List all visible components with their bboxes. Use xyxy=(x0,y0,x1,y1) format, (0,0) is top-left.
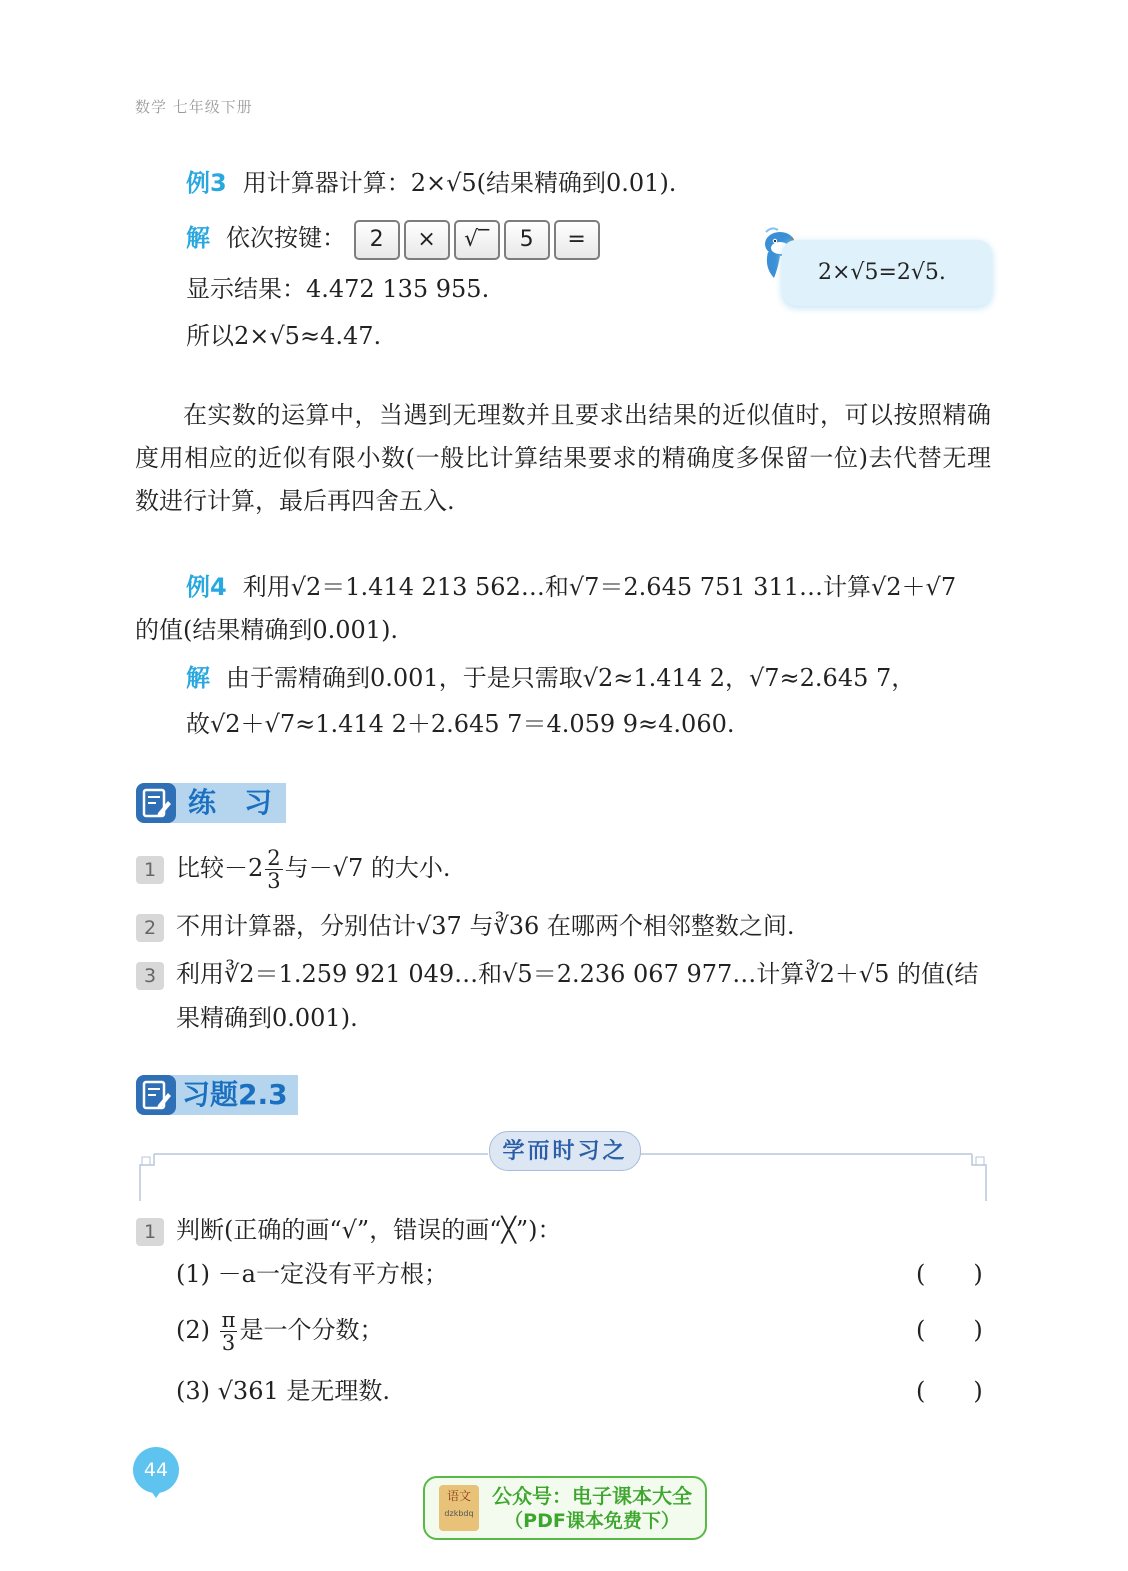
practice-item-2-text: 不用计算器，分别估计√37 与∛36 在哪两个相邻整数之间. xyxy=(176,912,795,940)
exercise-1-part-3 xyxy=(176,1374,390,1408)
fraction-denominator: 3 xyxy=(267,869,281,893)
example-4-solution-1: 由于需精确到0.001，于是只需取√2≈1.414 2，√7≈2.645 7， xyxy=(226,664,916,692)
practice-item-1-pre: 比较－2 xyxy=(176,854,264,882)
calculator-key-equals: = xyxy=(554,220,600,260)
practice-item-3-text-1: 利用∛2＝1.259 921 049…和√5＝2.236 067 977…计算∛2＋√5 的值(结 xyxy=(176,960,979,988)
answer-blank-3[interactable]: ( ) xyxy=(916,1377,983,1405)
fraction-numerator: π xyxy=(221,1308,236,1332)
answer-blank-1[interactable]: ( ) xyxy=(916,1260,983,1288)
rule-paragraph: 在实数的运算中，当遇到无理数并且要求出结果的近似值时，可以按照精确度用相应的近似有限小数(一般比计算结果要求的精确度多保留一位)去代替无理数进行计算，最后再四舍五入. xyxy=(135,401,991,515)
part-1-text: －a一定没有平方根； xyxy=(217,1260,448,1288)
page-number: 44 xyxy=(143,1459,169,1481)
fraction-pi-over-3 xyxy=(220,1309,238,1354)
example-3-solution-line xyxy=(186,218,604,260)
example-4-question-line-2: 的值(结果精确到0.001). xyxy=(135,616,399,644)
book-logo-icon xyxy=(439,1485,479,1531)
banner-title: 学而时习之 xyxy=(489,1131,641,1171)
part-2-label: (2) xyxy=(176,1316,210,1344)
exercise-1-part-2 xyxy=(176,1305,383,1355)
example-3-question: 用计算器计算：2×√5(结果精确到0.01). xyxy=(242,169,677,197)
example-4-solution-line-2: 故√2＋√7≈1.414 2＋2.645 7＝4.059 9≈4.060. xyxy=(186,710,735,738)
running-head: 数学 七年级下册 xyxy=(135,98,253,116)
example-3-solution-intro: 依次按键： xyxy=(226,224,346,252)
practice-item-1-number: 1 xyxy=(136,856,164,884)
badge-tail xyxy=(146,1484,166,1498)
callout-text: 2×√5=2√5. xyxy=(818,260,946,285)
logo-text: 语文 xyxy=(446,1489,471,1503)
practice-item-1-post: 与－√7 的大小. xyxy=(284,854,451,882)
fraction-numerator: 2 xyxy=(267,846,281,870)
example-3-solution-label: 解 xyxy=(186,224,210,252)
example-4-solution-label: 解 xyxy=(186,664,210,692)
exercise-1-part-1 xyxy=(176,1257,448,1291)
calculator-key-sqrt: √‾ xyxy=(454,220,500,260)
example-4-question-line-1 xyxy=(186,570,956,604)
example-3-question-line xyxy=(186,166,676,200)
example-3-conclusion: 所以2×√5≈4.47. xyxy=(186,322,382,350)
practice-item-3-line-2: 果精确到0.001). xyxy=(176,1004,358,1032)
exercise-1-number: 1 xyxy=(136,1218,164,1246)
pencil-note-icon xyxy=(136,1075,176,1115)
fraction-two-thirds xyxy=(265,847,282,892)
part-2-text: 是一个分数； xyxy=(239,1316,384,1344)
practice-item-2 xyxy=(136,909,795,943)
fraction-denominator: 3 xyxy=(221,1331,236,1355)
answer-blank-2[interactable]: ( ) xyxy=(916,1316,983,1344)
pencil-note-icon xyxy=(136,783,176,823)
example-4-solution-line-1 xyxy=(186,661,915,695)
practice-item-3-line-1 xyxy=(136,957,978,991)
watermark-box xyxy=(423,1476,707,1540)
exercise-1-stem: 判断(正确的画“√”，错误的画“╳”)： xyxy=(176,1216,562,1244)
watermark-line-1: 公众号：电子课本大全 xyxy=(492,1484,692,1508)
calculator-key-multiply: × xyxy=(404,220,450,260)
part-1-label: (1) xyxy=(176,1260,210,1288)
mascot-callout xyxy=(782,240,992,306)
logo-subtext: dzkbdq xyxy=(444,1509,474,1518)
calculator-key-5: 5 xyxy=(504,220,550,260)
practice-title: 练 习 xyxy=(188,786,273,819)
watermark-line-2: （PDF课本免费下） xyxy=(504,1510,680,1532)
example-3-label: 例3 xyxy=(186,169,227,197)
example-4-question-1: 利用√2＝1.414 213 562…和√7＝2.645 751 311…计算√2＋√7 xyxy=(242,573,957,601)
practice-item-3-number: 3 xyxy=(136,962,164,990)
example-3-display-result: 显示结果：4.472 135 955. xyxy=(186,275,490,303)
practice-item-1 xyxy=(136,843,450,893)
practice-item-2-number: 2 xyxy=(136,914,164,942)
part-3-label: (3) xyxy=(176,1377,210,1405)
example-4-label: 例4 xyxy=(186,573,227,601)
exercise-1-stem-line xyxy=(136,1213,562,1247)
exercises-title: 习题2.3 xyxy=(182,1078,288,1111)
calculator-key-2: 2 xyxy=(354,220,400,260)
part-3-text: √361 是无理数. xyxy=(217,1377,390,1405)
